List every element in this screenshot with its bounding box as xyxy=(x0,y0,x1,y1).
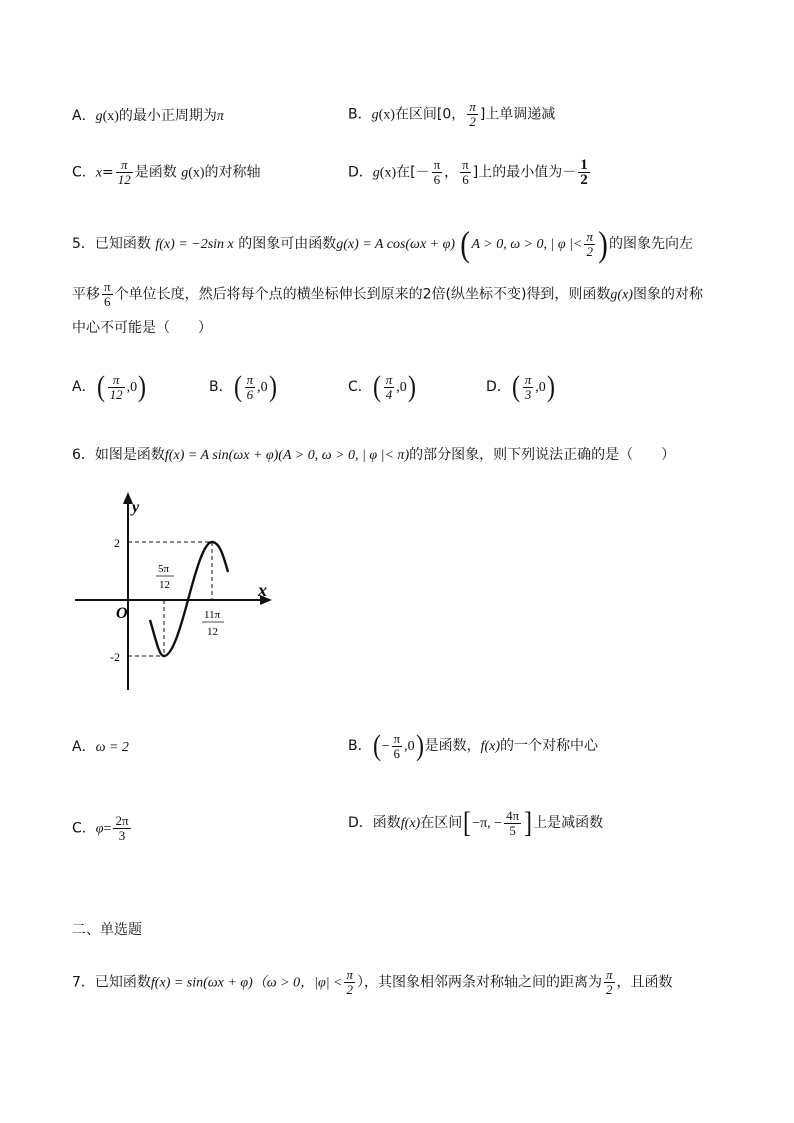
q5-option-d: D．( $\frac{\pi}{3}$ ,0) xyxy=(486,370,555,403)
y-axis-label: y xyxy=(132,499,140,516)
q4-option-d: D．g(x)在[－ $\frac{\pi}{6}$ ， $\frac{\pi}{6}$ ]上的最小值为－ $\frac{1}{2}$ xyxy=(348,157,588,188)
q5-option-a: A．( $\frac{\pi}{12}$ ,0) xyxy=(72,370,147,403)
x-axis-label: x xyxy=(258,580,267,600)
q6-graph xyxy=(70,490,280,700)
q4-option-a: A．g(x)的最小正周期为π xyxy=(72,108,224,124)
q5-line-1: 5．已知函数 f(x) = −2sin x 的图象可由函数g(x) = A cos(ωx + φ) (A > 0, ω > 0, | φ |< $\frac{\pi}{2}$ )的图象先向左 xyxy=(72,224,693,264)
section-heading: 二、单选题 xyxy=(72,922,142,938)
q6-option-b: B．(− $\frac{\pi}{6}$ ,0)是函数，f(x)的一个对称中心 xyxy=(348,729,599,762)
q5-line-3: 中心不可能是（ ） xyxy=(72,320,212,336)
origin-label: O xyxy=(116,605,128,622)
q6-option-d: D．函数f(x)在区间[−π, − $\frac{4\pi}{5}$ ]上是减函数 xyxy=(348,806,604,839)
y-tick-2: 2 xyxy=(114,536,120,550)
q5-option-c: C．( $\frac{\pi}{4}$ ,0) xyxy=(348,370,416,403)
q6-option-c: C．φ= $\frac{2\pi}{3}$ xyxy=(72,813,129,843)
q6-option-a: A．ω = 2 xyxy=(72,739,129,755)
q5-line-2: 平移 $\frac{\pi}{6}$ 个单位长度，然后将每个点的横坐标伸长到原来的2倍(纵坐标不变)得到，则函数g(x)图象的对称 xyxy=(72,279,703,309)
q7-stem: 7．已知函数f(x) = sin(ωx + φ)（ω > 0，|φ| < $\frac{\pi}{2}$ ），其图象相邻两条对称轴之间的距离为 $\frac{\pi}{2}$ ，且函数 xyxy=(72,967,673,997)
q4-option-c: C．x= $\frac{\pi}{12}$ 是函数 g(x)的对称轴 xyxy=(72,157,261,187)
q6-stem: 6．如图是函数f(x) = A sin(ωx + φ)(A > 0, ω > 0, | φ |< π)的部分图象，则下列说法正确的是（ ） xyxy=(72,447,676,463)
x-tick-11pi-num: 11π xyxy=(204,609,221,621)
x-tick-5pi-den: 12 xyxy=(159,579,170,591)
x-tick-11pi-den: 12 xyxy=(207,626,218,638)
y-tick-neg2: -2 xyxy=(110,650,120,664)
q4-option-b: B．g(x)在区间[0， $\frac{\pi}{2}$ ]上单调递减 xyxy=(348,99,556,129)
q5-option-b: B．( $\frac{\pi}{6}$ ,0) xyxy=(209,370,277,403)
x-tick-5pi-num: 5π xyxy=(158,563,170,575)
